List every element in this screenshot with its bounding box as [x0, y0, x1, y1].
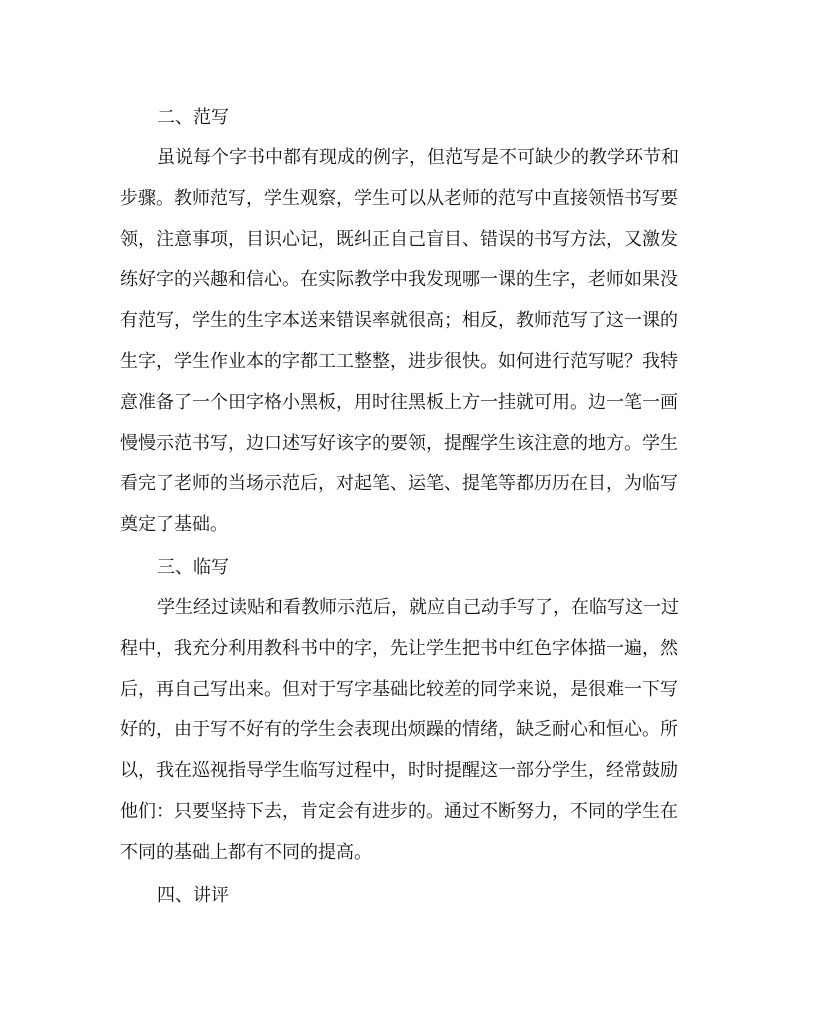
paragraph-line: 后，再自己写出来。但对于写字基础比较差的同学来说，是很难一下写 — [120, 678, 678, 700]
paragraph-line: 看完了老师的当场示范后，对起笔、运笔、提笔等都历历在目，为临写 — [120, 473, 678, 495]
section-heading: 二、范写 — [157, 107, 229, 128]
paragraph-line: 意准备了一个田字格小黑板，用时往黑板上方一挂就可用。边一笔一画 — [120, 391, 678, 413]
paragraph-line: 虽说每个字书中都有现成的例字，但范写是不可缺少的教学环节和 — [157, 147, 679, 168]
paragraph-line: 他们：只要坚持下去，肯定会有进步的。通过不断努力，不同的学生在 — [120, 800, 678, 822]
paragraph-line: 慢慢示范书写，边口述写好该字的要领，提醒学生该注意的地方。学生 — [120, 432, 678, 454]
paragraph-line: 练好字的兴趣和信心。在实际教学中我发现哪一课的生字，老师如果没 — [120, 269, 678, 291]
section-fanxie — [120, 98, 698, 546]
paragraph-line: 程中，我充分利用教科书中的字，先让学生把书中红色字体描一遍，然 — [120, 637, 678, 659]
paragraph-line: 步骤。教师范写，学生观察，学生可以从老师的范写中直接领悟书写要 — [120, 187, 678, 209]
paragraph-line: 有范写，学生的生字本送来错误率就很高；相反，教师范写了这一课的 — [120, 310, 678, 332]
paragraph-line: 奠定了基础。 — [120, 514, 228, 536]
section-heading: 三、临写 — [157, 556, 229, 578]
paragraph-line: 不同的基础上都有不同的提高。 — [120, 841, 372, 863]
document-body — [120, 98, 698, 916]
paragraph-line: 生字，学生作业本的字都工工整整，进步很快。如何进行范写呢？我特 — [120, 350, 678, 372]
paragraph-line: 领，注意事项，目识心记，既纠正自己盲目、错误的书写方法，又激发 — [120, 228, 678, 250]
section-jiangping — [120, 876, 698, 916]
paragraph-line: 以，我在巡视指导学生临写过程中，时时提醒这一部分学生，经常鼓励 — [120, 760, 678, 782]
section-heading: 四、讲评 — [157, 884, 229, 906]
paragraph-line: 学生经过读贴和看教师示范后，就应自己动手写了，在临写这一过 — [157, 596, 679, 618]
section-linxie — [120, 548, 698, 874]
paragraph-line: 好的，由于写不好有的学生会表现出烦躁的情绪，缺乏耐心和恒心。所 — [120, 719, 678, 741]
